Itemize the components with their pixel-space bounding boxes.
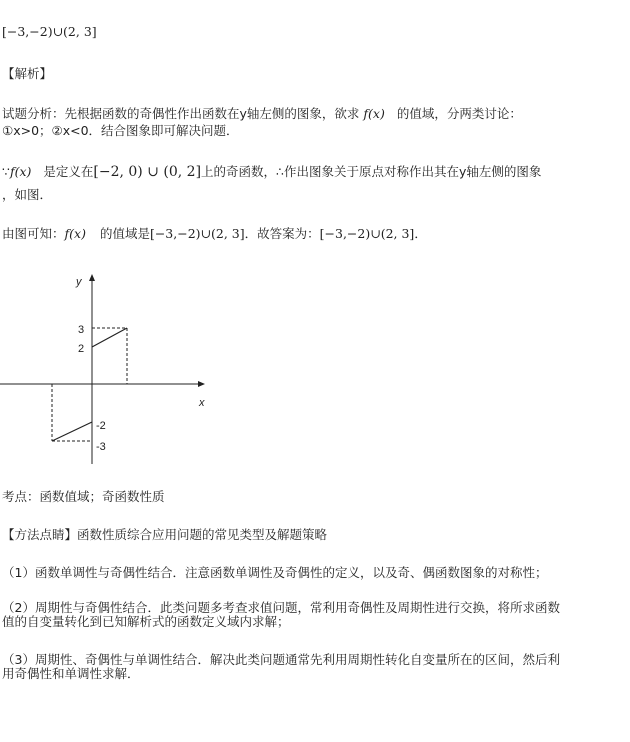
answer-interval: [−3,−2)∪(2, 3] [319,226,415,241]
method-heading: 【方法点睛】 [2,527,78,542]
method-item-1: （1）函数单调性与奇偶性结合．注意函数单调性及奇偶性的定义，以及奇、偶函数图象的对称性； [2,565,548,580]
tick-label-2: 2 [78,343,85,355]
tick-label-neg3: -3 [96,441,106,453]
analysis-line-2: ①x>0；②x<0．结合图象即可解决问题． [2,123,239,138]
function-fx: f(x) [64,226,86,241]
analysis-line-3 [2,164,541,180]
analysis-line-4: ，如图． [2,187,53,202]
method-item-2-line-1: （2）周期性与奇偶性结合．此类问题多考查求值问题，常利用奇偶性及周期性进行交换，将所求函数 [2,600,560,615]
domain-interval: [−2, 0) ∪ (0, 2] [93,164,202,180]
analysis-text: ． [414,226,427,241]
graph-segment-right [92,328,127,347]
analysis-text: 的值域是 [99,226,150,241]
analysis-text: 试题分析：先根据函数的奇偶性作出函数在y轴左侧的图象，欲求 [2,106,360,121]
analysis-text: 上的奇函数，∴作出图象关于原点对称作出其在y轴左侧的图象 [201,164,542,179]
because-symbol: ∵ [2,164,10,179]
method-item-3-line-2: 用奇偶性和单调性求解． [2,666,140,681]
tick-label-neg2: -2 [96,420,106,432]
method-item-2-line-2: 值的自变量转化到已知解析式的函数定义域内求解； [2,614,290,629]
analysis-text: 是定义在 [43,164,94,179]
function-fx: f(x) [363,106,385,121]
analysis-line-5 [2,226,427,242]
answer-line: [−3,−2)∪(2, 3] [2,24,97,39]
analysis-text: ．故答案为： [244,226,320,241]
analysis-text: 由图可知： [2,226,65,241]
kaodian: 考点：函数值域；奇函数性质 [2,489,165,504]
analysis-heading: 【解析】 [2,66,53,81]
tick-label-3: 3 [78,324,85,336]
method-item-3-line-1: （3）周期性、奇偶性与单调性结合．解决此类问题通常先利用周期性转化自变量所在的区间，然后利 [2,652,560,667]
graph-segment-left [52,422,92,441]
method-title: 函数性质综合应用问题的常见类型及解题策略 [77,527,328,542]
analysis-text: 的值域，分两类讨论： [396,106,522,121]
y-axis-label: y [76,276,82,288]
x-axis-arrow [198,381,205,387]
analysis-line-1 [2,106,522,122]
y-axis-arrow [89,274,95,281]
range-interval: [−3,−2)∪(2, 3] [149,226,245,241]
x-axis-label: x [199,397,205,409]
function-fx: f(x) [9,164,32,179]
function-graph [0,268,215,468]
method-heading-line [2,527,327,543]
